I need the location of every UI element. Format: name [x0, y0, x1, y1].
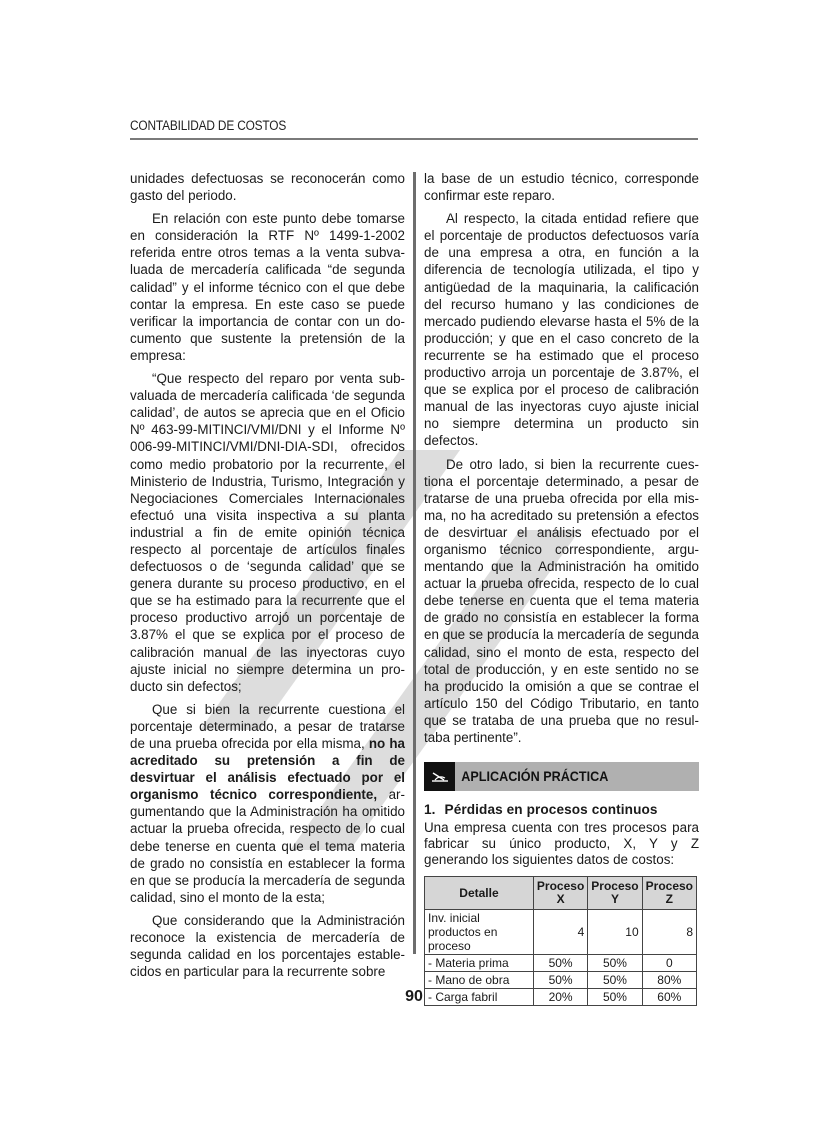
table-row [425, 910, 697, 955]
table-cell: Inv. inicial productos en proceso [425, 910, 534, 955]
paragraph: la base de un estudio técnico, corresponde confirmar este reparo. [424, 171, 699, 204]
running-header: CONTABILIDAD DE COSTOS [130, 118, 287, 133]
quote-paragraph: “Que respecto del reparo por venta subvaluada de mercadería calificada ‘de segunda calidad’, de autos se aprecia que en el Oficio Nº 463-99-MITINCI/VMI/DNI y el Informe Nº 006-99-MITINCI/VMI/DNI-DIA-SDI, ofrecidos como medio probatorio por la recurrente, el Ministerio de Industria, Turismo, Integración y Negociaciones Comerciales Internacionales efectuó una visita inspectiva a su planta industrial a fin de emite opinión técnica respecto al porcentaje de artículos finales defectuosos o de ‘segunda calidad’ que se genera durante su proceso productivo, en el que se ha estimado para la recurrente que el proceso productivo arrojó un porcentaje de 3.87% el que se explica por el proceso de calibración manual de las inyectoras cuyo ajuste inicial no siempre determina un producto sin defectos; [130, 371, 405, 694]
right-column [424, 170, 699, 1006]
left-column [130, 170, 405, 986]
table-cell: 50% [588, 972, 642, 989]
table-cell: - Materia prima [425, 955, 534, 972]
table-cell: 4 [533, 910, 587, 955]
section-title: Pérdidas en procesos continuos [444, 802, 658, 818]
table-cell: 10 [588, 910, 642, 955]
section-heading [424, 801, 699, 818]
table-cell: 60% [642, 989, 696, 1006]
quote-paragraph: Que considerando que la Administración reconoce la existencia de mercadería de segunda calidad en los porcentajes establecidos en particular para la recurrente sobre [130, 912, 405, 980]
table-cell: 50% [588, 955, 642, 972]
table-row [425, 955, 697, 972]
paragraph: De otro lado, si bien la recurrente cuestiona el porcentaje determinado, a pesar de tratarse de una prueba ofrecida por ella misma, no ha acreditado su pretensión a efectos de desvirtuar el análisis efectuado por el organismo técnico correspondiente, argumentando que la Administración ha omitido actuar la prueba ofrecida, respecto de lo cual debe tenerse en cuenta que el tema materia de grado no consistía en establecer la forma en que se producía la mercadería de segunda calidad, sino el monto de esta, respecto del total de producción, y en este sentido no se ha producido la omisión a que se contrae el artículo 150 del Código Tributario, en tanto que se trataba de una prueba que no resultaba pertinente”. [424, 456, 699, 745]
table-cell: 80% [642, 972, 696, 989]
table-cell: 50% [588, 989, 642, 1006]
table-cell: 0 [642, 955, 696, 972]
table-cell: 8 [642, 910, 696, 955]
section-number: 1. [424, 802, 436, 818]
table-cell: - Carga fabril [425, 989, 534, 1006]
text-run: Que si bien la recurrente cuestiona el porcentaje determinado, a pesar de tratarse de una prueba ofrecida por ella misma, [130, 701, 405, 751]
column-header: Detalle [425, 877, 534, 910]
table-row [425, 972, 697, 989]
paragraph: En relación con este punto debe tomarse en consideración la RTF Nº 1499-1-2002 referida entre otros temas a la venta subvaluada de mercadería calificada “de segunda calidad” y el informe técnico con el que debe contar la empresa. En este caso se puede verificar la importancia de contar con un documento que sustente la pretensión de la empresa: [130, 211, 405, 363]
quote-paragraph [130, 701, 405, 906]
bold-text-run: no ha acreditado su pretensión a fin de desvirtuar el análisis efectuado por el organismo técnico correspondiente, [130, 736, 405, 803]
table-cell: 20% [533, 989, 587, 1006]
pen-writing-icon [424, 762, 455, 791]
table-cell: 50% [533, 972, 587, 989]
header-rule [130, 138, 698, 140]
cost-data-table [424, 876, 697, 1006]
table-cell: 50% [533, 955, 587, 972]
paragraph: Al respecto, la citada entidad refiere que el porcentaje de productos defectuosos varía de una empresa a otra, en función a la diferencia de tecnología utilizada, el tipo y antigüedad de la maquinaria, la calificación del recurso humano y las condiciones de mercado pudiendo elevarse hasta el 5% de la producción; y que en el caso concreto de la recurrente se ha estimado que el proceso productivo arroja un porcentaje de 3.87%, el que se explica por el proceso de calibración manual de las inyectoras cuyo ajuste inicial no siempre determina un producto sin defectos. [424, 211, 699, 449]
practical-application-banner [424, 762, 699, 791]
paragraph: unidades defectuosas se reconocerán como gasto del periodo. [130, 171, 405, 204]
page-number: 90 [405, 988, 423, 1005]
table-header-row [425, 877, 697, 910]
column-header: Proceso X [533, 877, 587, 910]
column-header: Proceso Y [588, 877, 642, 910]
table-cell: - Mano de obra [425, 972, 534, 989]
text-run: argumentando que la Administración ha omitido actuar la prueba ofrecida, respecto de lo cual debe tenerse en cuenta que el tema materia de grado no consistía en establecer la forma en que se producía la mercadería de segunda calidad, sino el monto de la esta; [130, 787, 405, 905]
banner-title: APLICACIÓN PRÁCTICA [461, 768, 609, 785]
column-divider [413, 172, 416, 954]
column-header: Proceso Z [642, 877, 696, 910]
paragraph: Una empresa cuenta con tres procesos para fabricar su único producto, X, Y y Z generando los siguientes datos de costos: [424, 820, 699, 868]
